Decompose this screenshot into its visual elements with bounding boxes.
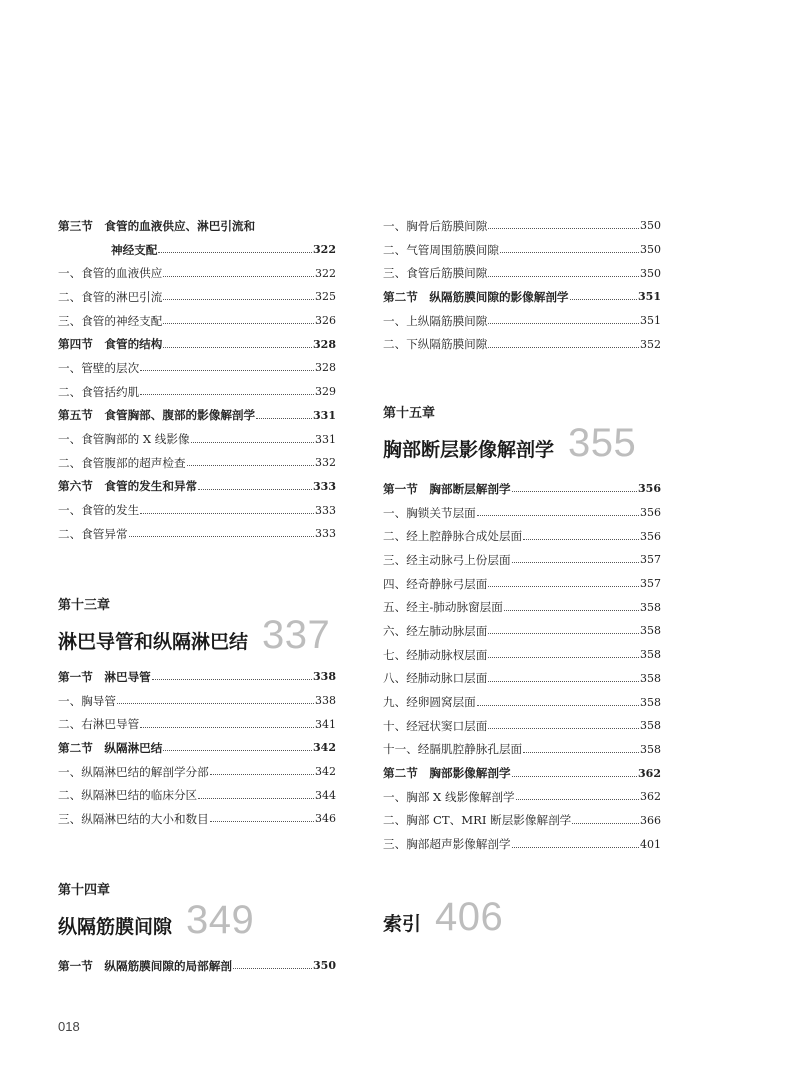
toc-entry-page: 338 — [313, 670, 336, 684]
toc-entry-page: 401 — [640, 837, 661, 851]
toc-entry-page: 350 — [640, 219, 661, 233]
toc-entry-title: 二、食管异常 — [58, 526, 128, 541]
toc-entry-page: 352 — [640, 337, 661, 351]
toc-entry-title: 三、食管后筋膜间隙 — [383, 266, 488, 281]
chapter-title: 淋巴导管和纵隔淋巴结 — [58, 631, 249, 653]
dot-leader — [512, 562, 639, 563]
dot-leader — [233, 968, 312, 969]
toc-entry-title: 第三节 食管的血液供应、淋巴引流和 — [58, 218, 256, 233]
dot-leader — [512, 491, 637, 492]
toc-entry-title: 一、食管的发生 — [58, 503, 140, 518]
toc-section-entry — [58, 332, 336, 356]
toc-chapter14-list — [58, 954, 336, 978]
toc-entry — [383, 809, 661, 833]
toc-section-entry — [383, 285, 661, 309]
toc-entry-page: 358 — [640, 600, 661, 614]
toc-entry-title: 二、右淋巴导管 — [58, 717, 140, 732]
dot-leader — [488, 276, 639, 277]
toc-entry-page: 328 — [313, 337, 336, 351]
toc-entry — [58, 356, 336, 380]
toc-entry-page: 329 — [315, 385, 336, 399]
toc-entry — [383, 238, 661, 262]
chapter-label: 第十三章 — [58, 598, 111, 613]
toc-entry-title: 二、经上腔静脉合成处层面 — [383, 529, 523, 544]
toc-entry-title: 一、上纵隔筋膜间隙 — [383, 313, 488, 328]
toc-entry-page: 357 — [640, 553, 661, 567]
dot-leader — [163, 323, 314, 324]
toc-entry-title: 二、下纵隔筋膜间隙 — [383, 337, 488, 352]
toc-entry — [383, 643, 661, 667]
toc-entry-title: 二、气管周围筋膜间隙 — [383, 242, 499, 257]
dot-leader — [488, 657, 639, 658]
dot-leader — [152, 679, 312, 680]
toc-entry-page: 322 — [315, 266, 336, 280]
toc-entry-page: 322 — [313, 243, 336, 257]
chapter-15-heading — [383, 405, 636, 471]
chapter-title: 胸部断层影像解剖学 — [383, 439, 555, 461]
dot-leader — [187, 465, 314, 466]
toc-entry-page: 331 — [315, 432, 336, 446]
toc-entry — [58, 285, 336, 309]
toc-entry — [383, 832, 661, 856]
toc-entry-title: 二、纵隔淋巴结的临床分区 — [58, 788, 198, 803]
dot-leader — [191, 442, 314, 443]
toc-entry — [58, 689, 336, 713]
dot-leader — [488, 633, 639, 634]
chapter-label: 第十五章 — [383, 406, 436, 421]
dot-leader — [163, 347, 312, 348]
dot-leader — [140, 370, 314, 371]
chapter-title: 纵隔筋膜间隙 — [58, 916, 173, 938]
toc-entry-page: 358 — [640, 671, 661, 685]
toc-chapter13-list — [58, 665, 336, 831]
index-title: 索引 — [383, 913, 422, 935]
toc-entry-page: 333 — [315, 527, 336, 541]
chapter-page-number: 349 — [186, 898, 255, 942]
dot-leader — [570, 299, 638, 300]
toc-entry — [383, 501, 661, 525]
dot-leader — [523, 752, 639, 753]
dot-leader — [140, 513, 314, 514]
toc-entry — [383, 309, 661, 333]
dot-leader — [163, 750, 312, 751]
dot-leader — [477, 515, 639, 516]
toc-section-entry — [58, 736, 336, 760]
toc-entry-page: 356 — [640, 506, 661, 520]
toc-entry-title: 七、经肺动脉杈层面 — [383, 647, 488, 662]
toc-entry — [383, 690, 661, 714]
toc-entry-title: 第一节 淋巴导管 — [58, 669, 151, 684]
dot-leader — [488, 323, 639, 324]
toc-entry-page: 333 — [313, 479, 336, 493]
toc-entry — [383, 714, 661, 738]
toc-entry-page: 341 — [315, 717, 336, 731]
toc-entry-page: 338 — [315, 694, 336, 708]
toc-entry-page: 350 — [313, 959, 336, 973]
toc-entry-page: 358 — [640, 695, 661, 709]
dot-leader — [163, 276, 314, 277]
toc-entry — [383, 548, 661, 572]
toc-entry-title: 第二节 胸部影像解剖学 — [383, 766, 511, 781]
dot-leader — [488, 228, 639, 229]
toc-entry-page: 342 — [313, 741, 336, 755]
toc-section-entry — [58, 954, 336, 978]
toc-entry-title: 八、经肺动脉口层面 — [383, 671, 488, 686]
toc-entry-page: 366 — [640, 813, 661, 827]
toc-entry-page: 351 — [638, 290, 661, 304]
toc-entry — [58, 807, 336, 831]
toc-entry-title: 第二节 纵隔筋膜间隙的影像解剖学 — [383, 289, 569, 304]
toc-entry-title: 一、食管的血液供应 — [58, 266, 163, 281]
toc-entry-page: 358 — [640, 624, 661, 638]
index-heading — [383, 897, 503, 945]
dot-leader — [512, 776, 637, 777]
toc-entry-title: 一、胸导管 — [58, 693, 116, 708]
toc-entry-page: 346 — [315, 812, 336, 826]
toc-entry-page: 325 — [315, 290, 336, 304]
toc-entry-title: 四、经奇静脉弓层面 — [383, 576, 488, 591]
toc-entry-title: 三、食管的神经支配 — [58, 313, 163, 328]
toc-entry-title: 三、纵隔淋巴结的大小和数目 — [58, 811, 209, 826]
toc-entry-title: 二、食管括约肌 — [58, 384, 140, 399]
dot-leader — [140, 394, 314, 395]
toc-entry-title: 第六节 食管的发生和异常 — [58, 479, 198, 494]
toc-entry — [383, 619, 661, 643]
toc-entry-page: 350 — [640, 243, 661, 257]
toc-entry — [58, 261, 336, 285]
toc-entry-title: 第五节 食管胸部、腹部的影像解剖学 — [58, 408, 256, 423]
dot-leader — [198, 489, 312, 490]
toc-section-entry — [383, 761, 661, 785]
toc-entry — [383, 572, 661, 596]
toc-entry-page: 357 — [640, 577, 661, 591]
toc-entry-page: 358 — [640, 719, 661, 733]
toc-entry — [58, 380, 336, 404]
dot-leader — [488, 728, 639, 729]
dot-leader — [488, 681, 639, 682]
toc-section-entry — [58, 238, 336, 262]
toc-entry — [383, 595, 661, 619]
toc-entry-page: 351 — [640, 314, 661, 328]
toc-entry-title: 三、胸部超声影像解剖学 — [383, 837, 511, 852]
toc-entry-title: 一、胸部 X 线影像解剖学 — [383, 789, 515, 804]
toc-entry-page: 344 — [315, 788, 336, 802]
chapter-14-heading — [58, 882, 254, 948]
toc-entry-title: 一、管壁的层次 — [58, 360, 140, 375]
dot-leader — [163, 299, 314, 300]
chapter-page-number: 337 — [262, 613, 331, 657]
toc-entry — [58, 427, 336, 451]
dot-leader — [210, 774, 314, 775]
index-page-number: 406 — [435, 895, 504, 939]
dot-leader — [572, 823, 639, 824]
toc-entry — [58, 522, 336, 546]
toc-entry-title: 九、经卵圆窝层面 — [383, 695, 476, 710]
dot-leader — [512, 847, 639, 848]
toc-entry — [58, 309, 336, 333]
toc-entry-page: 350 — [640, 266, 661, 280]
chapter-page-number: 355 — [568, 421, 637, 465]
toc-entry — [383, 261, 661, 285]
toc-entry-page: 356 — [638, 482, 661, 496]
toc-entry-page: 328 — [315, 361, 336, 375]
toc-entry-page: 358 — [640, 742, 661, 756]
toc-entry-page: 356 — [640, 529, 661, 543]
toc-section-entry — [58, 475, 336, 499]
dot-leader — [488, 586, 639, 587]
toc-entry-page: 342 — [315, 765, 336, 779]
toc-entry-page: 362 — [638, 766, 661, 780]
toc-chapter15-list — [383, 477, 661, 856]
toc-entry-title: 一、胸骨后筋膜间隙 — [383, 218, 488, 233]
dot-leader — [504, 610, 639, 611]
toc-entry-title: 十一、经膈肌腔静脉孔层面 — [383, 742, 523, 757]
dot-leader — [516, 799, 639, 800]
toc-section-entry — [58, 665, 336, 689]
toc-entry — [58, 783, 336, 807]
toc-entry-title: 二、食管的淋巴引流 — [58, 289, 163, 304]
toc-entry-title: 三、经主动脉弓上份层面 — [383, 552, 511, 567]
toc-entry-title: 第四节 食管的结构 — [58, 337, 163, 352]
toc-section-entry — [58, 214, 336, 238]
dot-leader — [198, 798, 314, 799]
toc-entry-title: 第一节 纵隔筋膜间隙的局部解剖 — [58, 958, 232, 973]
toc-right-column — [383, 214, 661, 356]
toc-entry-title: 五、经主-肺动脉窗层面 — [383, 600, 503, 615]
toc-entry — [383, 785, 661, 809]
dot-leader — [477, 705, 639, 706]
toc-entry — [383, 332, 661, 356]
toc-entry — [58, 451, 336, 475]
toc-group-chapter12-cont — [58, 214, 336, 546]
dot-leader — [129, 536, 314, 537]
toc-entry-title: 一、胸锁关节层面 — [383, 505, 476, 520]
toc-entry-page: 331 — [313, 408, 336, 422]
dot-leader — [140, 727, 314, 728]
dot-leader — [256, 418, 312, 419]
dot-leader — [117, 703, 314, 704]
toc-entry — [383, 667, 661, 691]
toc-entry-title: 第二节 纵隔淋巴结 — [58, 740, 163, 755]
chapter-label: 第十四章 — [58, 883, 111, 898]
toc-section-entry — [383, 477, 661, 501]
toc-entry — [383, 214, 661, 238]
toc-entry-title: 一、纵隔淋巴结的解剖学分部 — [58, 764, 209, 779]
dot-leader — [500, 252, 639, 253]
toc-entry — [383, 524, 661, 548]
toc-entry-page: 332 — [315, 456, 336, 470]
toc-entry-page: 333 — [315, 503, 336, 517]
toc-entry — [58, 712, 336, 736]
toc-entry — [58, 498, 336, 522]
toc-entry-page: 362 — [640, 790, 661, 804]
toc-entry — [383, 738, 661, 762]
toc-entry-page: 326 — [315, 314, 336, 328]
toc-section-entry — [58, 404, 336, 428]
toc-entry-title: 第一节 胸部断层解剖学 — [383, 481, 511, 496]
toc-entry-title: 六、经左肺动脉层面 — [383, 623, 488, 638]
chapter-13-heading — [58, 597, 330, 663]
dot-leader — [488, 347, 639, 348]
dot-leader — [158, 252, 312, 253]
dot-leader — [523, 539, 639, 540]
toc-entry — [58, 760, 336, 784]
dot-leader — [210, 821, 314, 822]
toc-entry-title: 十、经冠状窦口层面 — [383, 718, 488, 733]
toc-left-column — [58, 214, 336, 546]
toc-entry-title: 二、食管腹部的超声检查 — [58, 455, 186, 470]
toc-entry-page: 358 — [640, 648, 661, 662]
toc-entry-title: 神经支配 — [111, 242, 158, 257]
toc-entry-title: 一、食管胸部的 X 线影像 — [58, 432, 190, 447]
page-folio: 018 — [58, 1019, 80, 1034]
toc-entry-title: 二、胸部 CT、MRI 断层影像解剖学 — [383, 813, 572, 828]
